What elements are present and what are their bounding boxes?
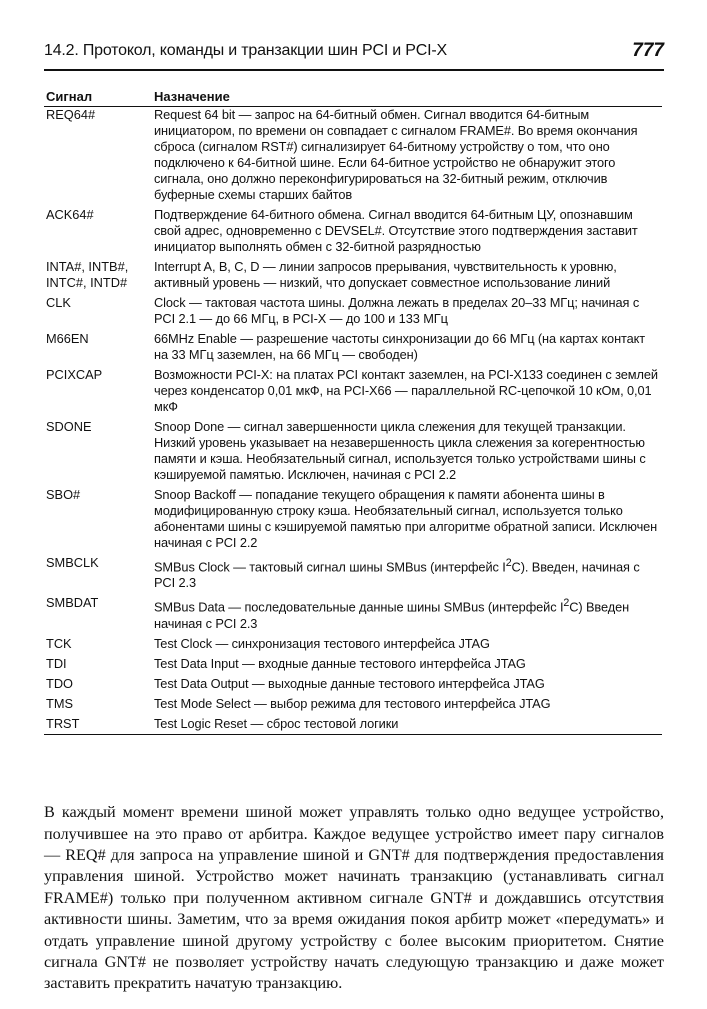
signal-description: Snoop Backoff — попадание текущего обращения к памяти абонента шины в модифицированную строку кэша. Необязательный сигнал, используется только абонентами шины с кэшируемой памятью при алгоритме обратной записи. Исключен начиная с PCI 2.2 [154, 487, 658, 550]
body-paragraph: В каждый момент времени шиной может управлять только одно ведущее устройство, получившее на это право от арбитра. Каждое ведущее устройство имеет пару сигналов — REQ# для запроса на управление шиной и GNT# для подтверждения предоставления управления шиной. Устройство может начинать транзакцию (устанавливать сигнал FRAME#) только при полученном активном сигнале GNT# и дождавшись отсутствия активности шины. Заметим, что за время ожидания покоя арбитр может «передумать» и отдать управление шиной другому устройству с более высоким приоритетом. Снятие сигнала GNT# не позволяет устройству начать следующую транзакцию и даже может заставить прекратить начатую транзакцию. [44, 803, 664, 993]
table-row [44, 595, 662, 635]
description-text: SMBus Clock — тактовый сигнал шины SMBus (интерфейс I [154, 559, 506, 575]
signal-description: Test Clock — синхронизация тестового интерфейса JTAG [154, 635, 490, 651]
table-row [44, 555, 662, 595]
table-row [44, 696, 662, 716]
header-rule [44, 69, 664, 71]
signal-name: SMBDAT [46, 595, 99, 611]
signal-description: Test Data Output — выходные данные тестового интерфейса JTAG [154, 675, 545, 691]
table-row [44, 419, 662, 487]
table-row [44, 295, 662, 331]
description-text: C). Введен, начиная с PCI 2.3 [154, 559, 640, 591]
page-number: 777 [632, 40, 664, 61]
table-row [44, 487, 662, 555]
signal-description: 66MHz Enable — разрешение частоты синхронизации до 66 МГц (на картах контакт на 33 МГц заземлен, на 66 МГц — свободен) [154, 331, 646, 362]
table-row [44, 107, 662, 208]
signal-description: Interrupt A, B, C, D — линии запросов прерывания, чувствительность к уровню, активный уровень — низкий, что допускает совместное использование линий [154, 259, 617, 290]
table-row [44, 716, 662, 735]
signal-name: INTA#, INTB#, INTC#, INTD# [46, 259, 129, 290]
signal-description [152, 555, 662, 595]
table-row [44, 636, 662, 656]
signal-table [44, 89, 662, 735]
signal-name: CLK [46, 295, 71, 310]
column-header-signal: Сигнал [44, 89, 152, 107]
signal-name: TDI [46, 655, 67, 671]
table-row [44, 367, 662, 419]
signal-description: Подтверждение 64-битного обмена. Сигнал вводится 64-битным ЦУ, опознавшим свой адрес, одновременно с DEVSEL#. Отсутствие этого подтверждения заставит инициатор выполнять обмен с 32-битной разрядностью [154, 207, 638, 254]
signal-name: SDONE [46, 419, 92, 434]
signal-name: TDO [46, 675, 74, 691]
table-row [44, 656, 662, 676]
column-header-purpose: Назначение [152, 89, 662, 107]
signal-description: Test Mode Select — выбор режима для тестового интерфейса JTAG [154, 695, 551, 711]
signal-name: PCIXCAP [46, 367, 103, 382]
signal-name: M66EN [46, 331, 89, 346]
table-row [44, 207, 662, 259]
table-row [44, 676, 662, 696]
signal-description: Test Logic Reset — сброс тестовой логики [152, 716, 662, 735]
superscript: 2 [563, 597, 570, 610]
signal-description: Snoop Done — сигнал завершенности цикла слежения для текущей транзакции. Низкий уровень указывает на незавершенность цикла слежения за когерентностью памяти и кэша. Необязательный сигнал, используется только устройствами шины с кэшируемой памятью. Исключен, начиная с PCI 2.2 [154, 419, 646, 482]
signal-name: TCK [46, 635, 72, 651]
signal-name: TMS [46, 695, 74, 711]
signal-description: Возможности PCI-X: на платах PCI контакт заземлен, на PCI-X133 соединен с землей через конденсатор 0,01 мкФ, на PCI-X66 — параллельной RC-цепочкой 10 кОм, 0,01 мкФ [154, 367, 658, 414]
table-row [44, 331, 662, 367]
superscript: 2 [505, 557, 512, 569]
signal-description: Test Data Input — входные данные тестового интерфейса JTAG [154, 655, 526, 671]
description-text: SMBus Data — последовательные данные шины SMBus (интерфейс I [154, 599, 564, 615]
signal-name: TRST [44, 716, 152, 735]
signal-description: Request 64 bit — запрос на 64-битный обмен. Сигнал вводится 64-битным инициатором, по времени он совпадает с сигналом FRAME#. Во время окончания сброса (сигналом RST#) сигнализирует 64-битному устройству о том, что оно подключено к 64-битной шине. Если 64-битное устройство не обнаружит этого сигнала, оно должно переконфигурироваться на 32-битный режим, отключив буферные схемы старших байтов [154, 107, 638, 202]
signal-name: SMBCLK [46, 555, 99, 570]
table-row [44, 259, 662, 295]
signal-description [152, 595, 662, 635]
running-head: 14.2. Протокол, команды и транзакции шин PCI и PCI-X [44, 42, 447, 59]
signal-name: REQ64# [46, 107, 96, 122]
signal-description: Clock — тактовая частота шины. Должна лежать в пределах 20–33 МГц; начиная с PCI 2.1 — до 66 МГц, в PCI-X — до 100 и 133 МГц [154, 295, 640, 326]
table-header-row [44, 89, 662, 107]
signal-name: ACK64# [46, 207, 94, 222]
page-header [44, 40, 664, 66]
signal-name: SBO# [46, 487, 81, 502]
description-text: C) Введен начиная с PCI 2.3 [154, 599, 630, 631]
